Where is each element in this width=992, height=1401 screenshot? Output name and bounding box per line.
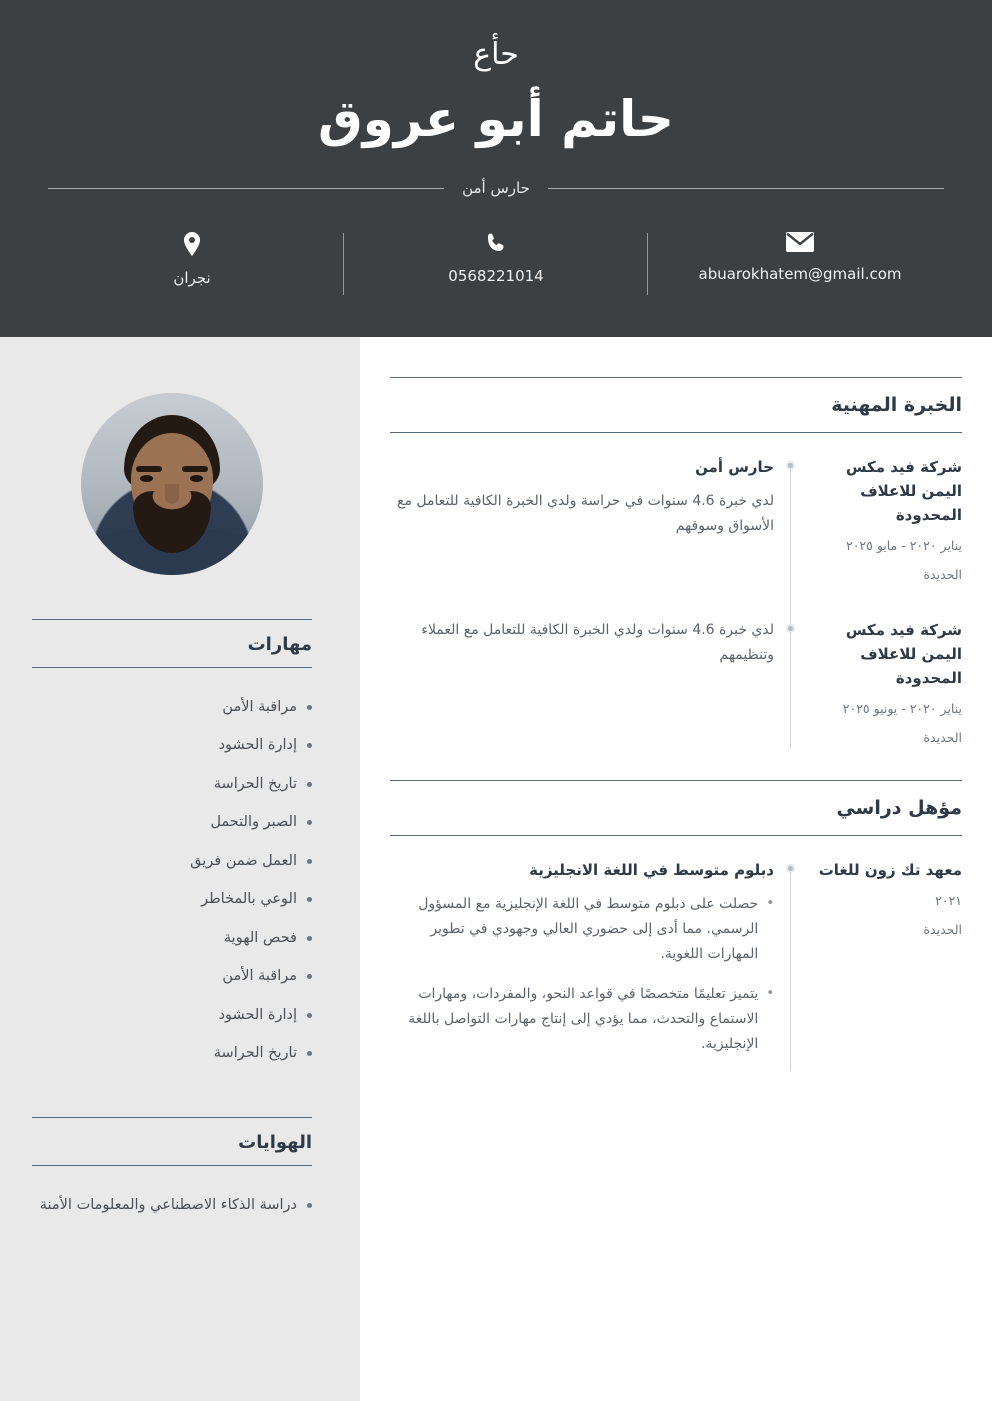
main-column bbox=[360, 337, 992, 1401]
skills-rule-top bbox=[32, 619, 312, 620]
bullet-dot-icon: • bbox=[766, 985, 774, 1001]
contact-location[interactable] bbox=[40, 231, 344, 287]
sidebar-column bbox=[0, 337, 360, 1401]
contact-phone-text: 0568221014 bbox=[448, 267, 544, 285]
bullet-dot-icon bbox=[307, 897, 312, 902]
skills-rule-bottom bbox=[32, 667, 312, 668]
list-item bbox=[32, 919, 312, 957]
experience-dates: يناير ٢٠٢٠ - يونيو ٢٠٢٥ bbox=[842, 700, 962, 716]
experience-role: حارس أمن bbox=[695, 458, 774, 476]
education-bullet-text: يتميز تعليمًا متخصصًا في قواعد النحو، والمفردات، ومهارات الاستماع والتحدث، مما يؤدي إلى إنتاج مهارات التواصل باللغة الإنجليزية. bbox=[408, 985, 759, 1052]
contact-location-text: نجران bbox=[173, 269, 211, 287]
education-institution: معهد تك زون للغات bbox=[818, 861, 962, 879]
hobbies-heading: الهوايات bbox=[238, 1131, 312, 1153]
experience-heading: الخبرة المهنية bbox=[831, 394, 962, 416]
bullet-dot-icon bbox=[307, 936, 312, 941]
bullet-dot-icon bbox=[307, 743, 312, 748]
bullet-dot-icon bbox=[307, 705, 312, 710]
experience-dates: يناير ٢٠٢٠ - مايو ٢٠٢٥ bbox=[845, 538, 962, 553]
header-initials: حأع bbox=[473, 37, 519, 72]
list-item bbox=[32, 1186, 312, 1224]
education-detail-block bbox=[390, 858, 780, 1071]
experience-timeline bbox=[390, 455, 962, 748]
bullet-dot-icon bbox=[307, 1051, 312, 1056]
section-hobbies bbox=[32, 1117, 312, 1224]
avatar-eye-left bbox=[140, 475, 153, 482]
skill-label: تاريخ الحراسة bbox=[213, 1045, 297, 1062]
experience-entry bbox=[390, 455, 962, 586]
bullet-dot-icon bbox=[307, 820, 312, 825]
education-rule-bottom bbox=[390, 835, 962, 836]
candidate-name: حاتم أبو عروق bbox=[318, 90, 674, 148]
timeline-dot-icon bbox=[786, 461, 795, 470]
mail-icon bbox=[785, 231, 815, 253]
experience-entry bbox=[390, 618, 962, 749]
list-item bbox=[32, 880, 312, 918]
experience-org-block bbox=[802, 618, 962, 749]
skill-label: إدارة الحشود bbox=[218, 1006, 297, 1023]
skill-label: العمل ضمن فريق bbox=[190, 852, 297, 869]
avatar-eye-right bbox=[190, 475, 203, 482]
timeline-dot-column bbox=[780, 455, 802, 586]
contact-email-text: abuarokhatem@gmail.com bbox=[698, 265, 902, 283]
list-item bbox=[32, 842, 312, 880]
experience-organization: شركة فيد مكس اليمن للاعلاف المحدودة bbox=[845, 620, 962, 687]
list-item bbox=[32, 803, 312, 841]
avatar bbox=[81, 393, 263, 575]
list-item bbox=[390, 892, 774, 968]
job-title-row bbox=[0, 179, 992, 197]
avatar-brow-left bbox=[136, 466, 162, 472]
experience-rule-bottom bbox=[390, 432, 962, 433]
skill-label: فحص الهوية bbox=[223, 929, 297, 946]
education-bullet-text: حصلت على دبلوم متوسط في اللغة الإنجليزية مع المسؤول الرسمي. مما أدى إلى حضوري العالي وجهودي في تطوير المهارات اللغوية. bbox=[418, 896, 759, 963]
skill-label: إدارة الحشود bbox=[218, 737, 297, 754]
divider-right bbox=[48, 188, 444, 189]
timeline-dot-icon bbox=[786, 624, 795, 633]
list-item bbox=[32, 996, 312, 1034]
section-experience bbox=[390, 377, 962, 748]
timeline-dot-column bbox=[780, 618, 802, 749]
experience-organization: شركة فيد مكس اليمن للاعلاف المحدودة bbox=[845, 458, 962, 524]
hobbies-rule-bottom bbox=[32, 1165, 312, 1166]
skill-label: الصبر والتحمل bbox=[210, 814, 297, 831]
hobbies-list bbox=[32, 1186, 312, 1224]
list-item bbox=[390, 982, 774, 1058]
bullet-dot-icon bbox=[307, 782, 312, 787]
skill-label: تاريخ الحراسة bbox=[213, 775, 297, 792]
list-item bbox=[32, 1034, 312, 1072]
bullet-dot-icon bbox=[307, 859, 312, 864]
experience-detail-block bbox=[390, 455, 780, 586]
list-item bbox=[32, 957, 312, 995]
contact-email[interactable] bbox=[648, 231, 952, 287]
experience-description: لدي خبرة 4.6 سنوات في حراسة ولدي الخبرة الكافية للتعامل مع الأسواق وسوقهم bbox=[397, 493, 774, 535]
education-heading: مؤهل دراسي bbox=[836, 797, 962, 819]
bullet-dot-icon: • bbox=[766, 896, 774, 911]
avatar-nose bbox=[165, 484, 179, 504]
avatar-brow-right bbox=[182, 466, 208, 472]
list-item bbox=[32, 726, 312, 764]
bullet-dot-icon bbox=[307, 1013, 312, 1018]
resume-header bbox=[0, 0, 992, 337]
experience-location: الحديدة bbox=[923, 729, 962, 745]
divider-left bbox=[548, 188, 944, 189]
experience-detail-block bbox=[390, 618, 780, 749]
experience-location: الحديدة bbox=[923, 567, 962, 583]
education-entry bbox=[390, 858, 962, 1071]
skill-label: مراقبة الأمن bbox=[222, 699, 297, 715]
skills-heading: مهارات bbox=[247, 634, 312, 655]
education-location: الحديدة bbox=[923, 922, 962, 938]
skill-label: الوعي بالمخاطر bbox=[201, 891, 297, 908]
timeline-dot-column bbox=[780, 858, 802, 1071]
hobbies-rule-top bbox=[32, 1117, 312, 1118]
bullet-dot-icon bbox=[307, 974, 312, 979]
skill-label: مراقبة الأمن bbox=[222, 968, 297, 985]
education-timeline bbox=[390, 858, 962, 1071]
section-skills bbox=[32, 619, 312, 1073]
education-org-block bbox=[802, 858, 962, 1071]
hobby-label: دراسة الذكاء الاصطناعي والمعلومات الأمنة bbox=[39, 1196, 297, 1213]
resume-body bbox=[0, 337, 992, 1401]
education-dates: ٢٠٢١ bbox=[935, 893, 962, 908]
profile-photo-wrap bbox=[32, 393, 312, 575]
location-pin-icon bbox=[181, 231, 203, 257]
section-education bbox=[390, 780, 962, 1071]
experience-description: لدي خبرة 4.6 سنوات ولدي الخبرة الكافية للتعامل مع العملاء وتنظيمهم bbox=[421, 621, 774, 663]
phone-icon bbox=[484, 231, 508, 255]
education-bullet-list bbox=[390, 892, 774, 1057]
education-degree: دبلوم متوسط في اللغة الانجليزية bbox=[529, 861, 774, 879]
job-title: حارس أمن bbox=[462, 179, 530, 197]
list-item bbox=[32, 688, 312, 726]
bullet-dot-icon bbox=[307, 1203, 312, 1208]
skills-list bbox=[32, 688, 312, 1073]
contact-row bbox=[0, 231, 992, 287]
contact-phone[interactable] bbox=[344, 231, 648, 287]
timeline-dot-icon bbox=[786, 864, 795, 873]
experience-org-block bbox=[802, 455, 962, 586]
list-item bbox=[32, 765, 312, 803]
